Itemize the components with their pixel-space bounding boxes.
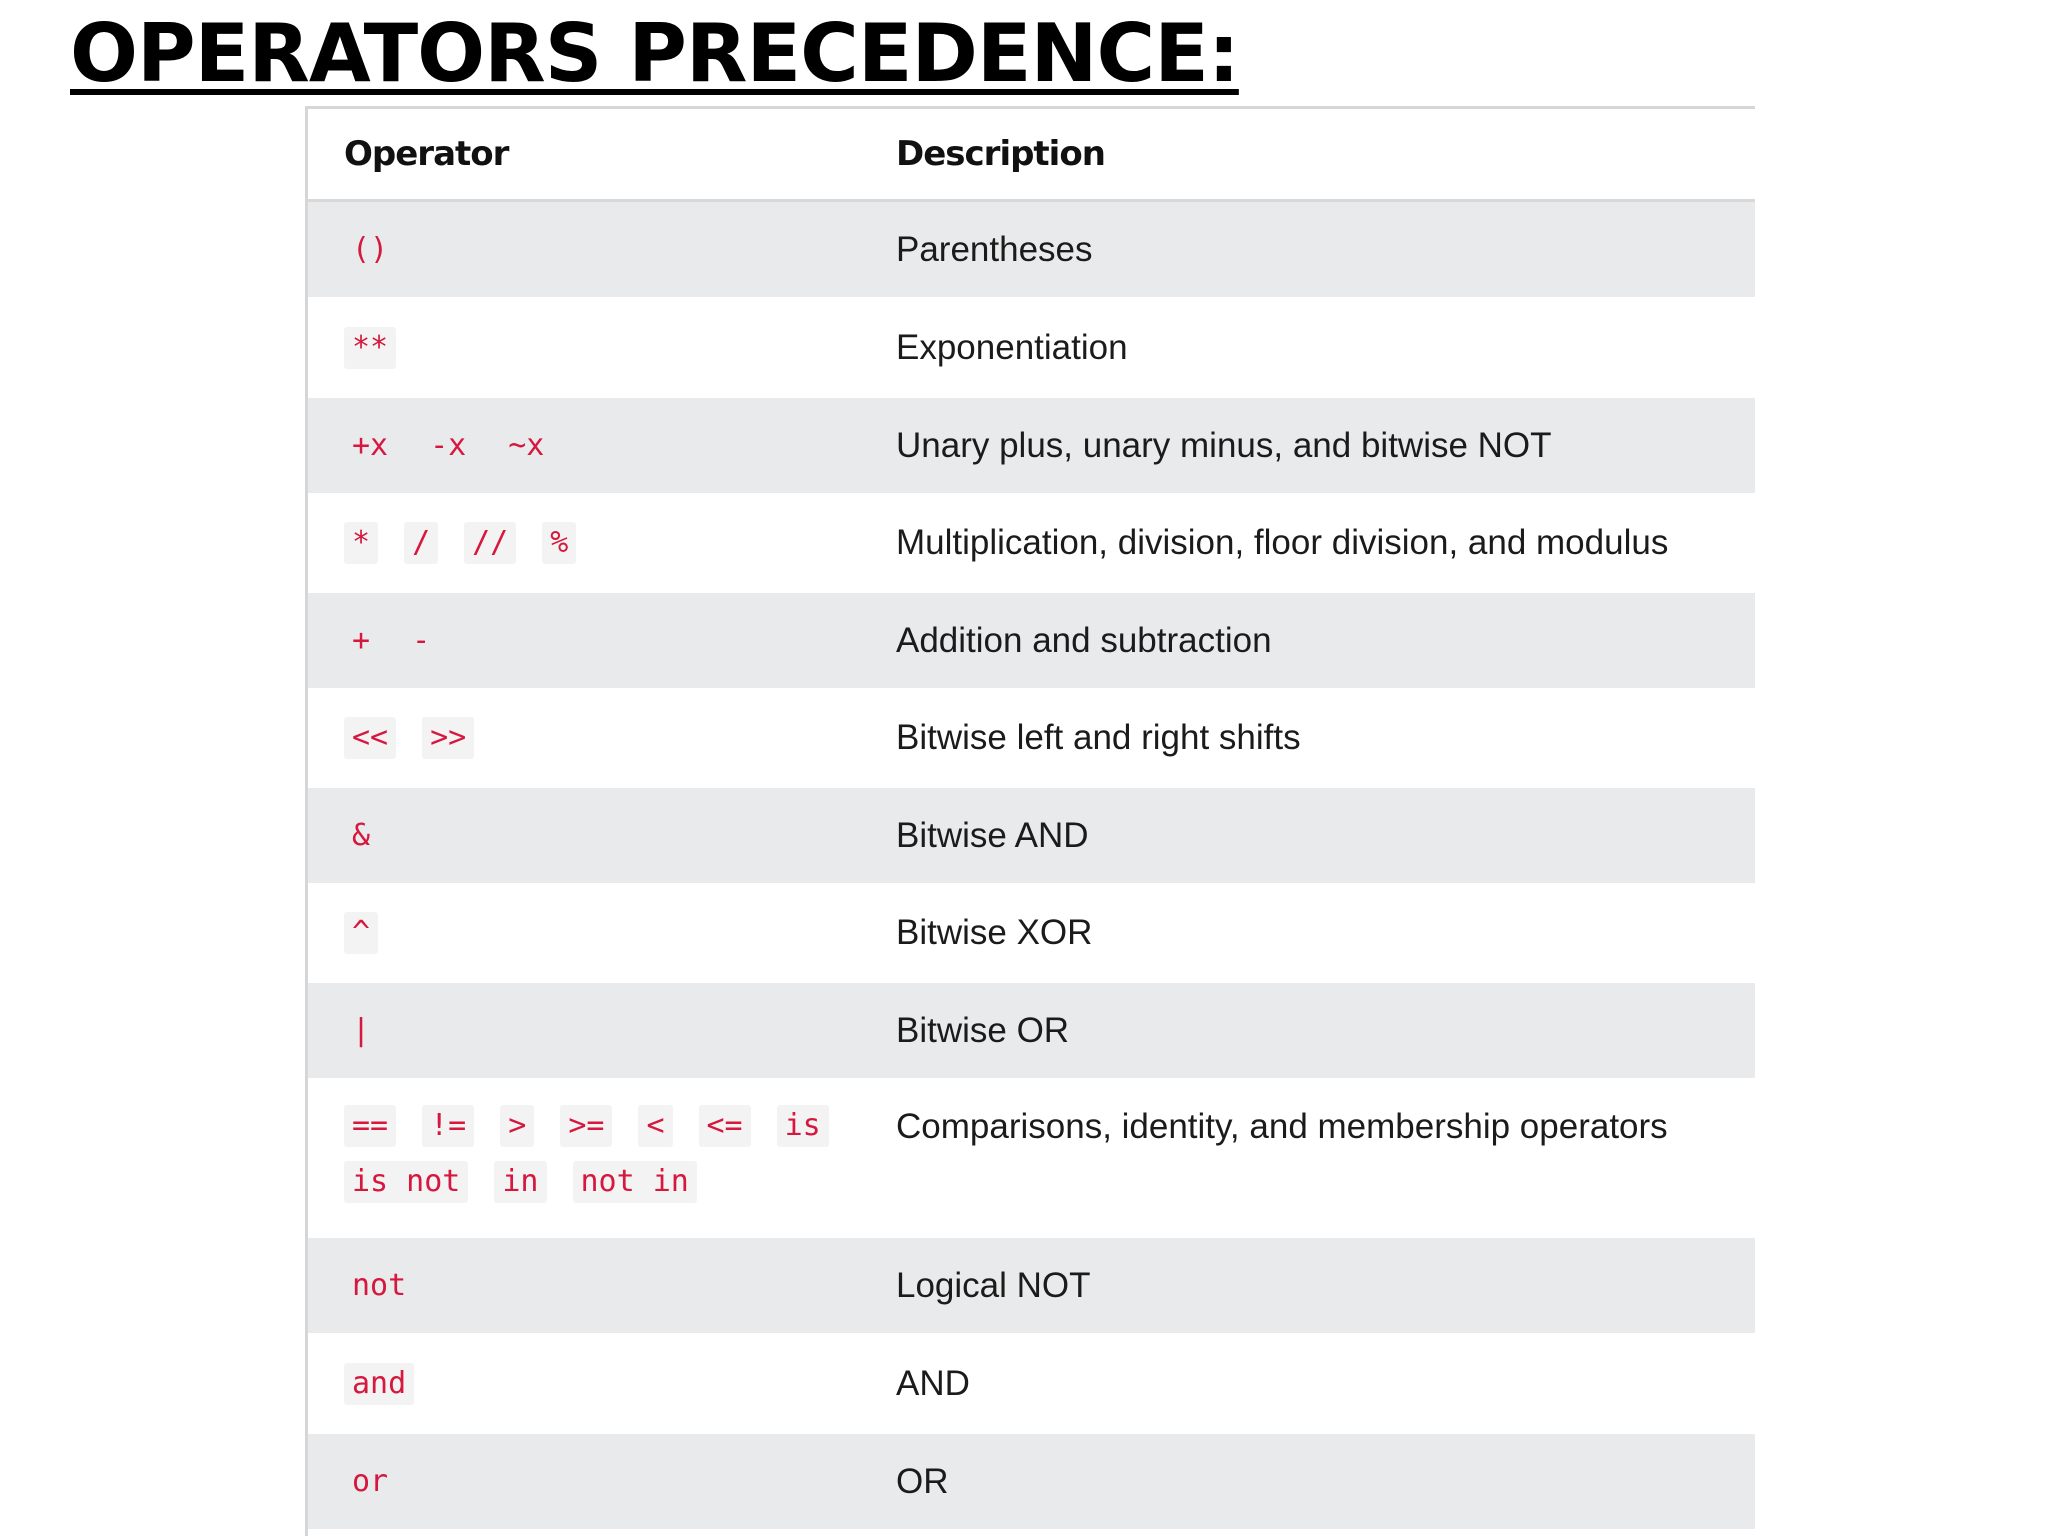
operator-code: in xyxy=(494,1161,546,1203)
table-row xyxy=(308,299,1755,397)
table-row xyxy=(308,495,1755,592)
table-row xyxy=(308,1335,1755,1433)
operator-cell xyxy=(308,982,896,1080)
table-row xyxy=(308,787,1755,885)
description-cell: Bitwise AND xyxy=(896,787,1755,885)
description-cell: OR xyxy=(896,1433,1755,1531)
description-cell: Logical NOT xyxy=(896,1237,1755,1335)
table-body xyxy=(308,201,1755,1531)
table-row xyxy=(308,1433,1755,1531)
operator-cell xyxy=(308,1335,896,1433)
operator-code: << xyxy=(344,717,396,759)
description-cell: Bitwise XOR xyxy=(896,885,1755,982)
table-row xyxy=(308,592,1755,690)
operator-code: < xyxy=(638,1105,672,1147)
page-title: OPERATORS PRECEDENCE: xyxy=(70,7,1239,100)
operator-code: not xyxy=(344,1265,414,1307)
description-cell: Multiplication, division, floor division, and modulus xyxy=(896,495,1755,592)
operator-code: >> xyxy=(422,717,474,759)
precedence-table xyxy=(308,109,1755,1532)
table-row xyxy=(308,982,1755,1080)
operator-cell xyxy=(308,885,896,982)
operator-code: is not xyxy=(344,1161,468,1203)
operator-code: == xyxy=(344,1105,396,1147)
description-cell: Addition and subtraction xyxy=(896,592,1755,690)
operator-code: + xyxy=(344,620,378,662)
precedence-table-container xyxy=(305,106,1755,1536)
operator-code: - xyxy=(404,620,438,662)
operator-code: not in xyxy=(573,1161,697,1203)
description-cell: AND xyxy=(896,1335,1755,1433)
operator-code: is xyxy=(777,1105,829,1147)
operator-code: & xyxy=(344,815,378,857)
operator-code: >= xyxy=(560,1105,612,1147)
operator-cell xyxy=(308,592,896,690)
table-row xyxy=(308,201,1755,299)
table-row xyxy=(308,397,1755,495)
operator-code: % xyxy=(542,522,576,564)
operator-cell xyxy=(308,787,896,885)
operator-cell xyxy=(308,397,896,495)
operator-cell xyxy=(308,495,896,592)
table-row xyxy=(308,1237,1755,1335)
description-cell: Bitwise OR xyxy=(896,982,1755,1080)
description-cell: Unary plus, unary minus, and bitwise NOT xyxy=(896,397,1755,495)
operator-cell xyxy=(308,1237,896,1335)
operator-cell xyxy=(308,690,896,787)
operator-code: -x xyxy=(422,425,474,467)
operator-code: or xyxy=(344,1461,396,1503)
operator-cell xyxy=(308,299,896,397)
header-operator: Operator xyxy=(308,109,896,201)
description-cell: Comparisons, identity, and membership operators xyxy=(896,1080,1755,1237)
description-cell: Exponentiation xyxy=(896,299,1755,397)
operator-code: () xyxy=(344,229,396,271)
table-row xyxy=(308,1080,1755,1237)
operator-code: / xyxy=(404,522,438,564)
operator-code: ** xyxy=(344,327,396,369)
operator-cell xyxy=(308,1080,896,1237)
operator-code: ^ xyxy=(344,912,378,954)
table-row xyxy=(308,690,1755,787)
operator-code: +x xyxy=(344,425,396,467)
operator-cell xyxy=(308,1433,896,1531)
operator-code: ~x xyxy=(500,425,552,467)
operator-code: | xyxy=(344,1010,378,1052)
operator-code: and xyxy=(344,1363,414,1405)
operator-code: > xyxy=(500,1105,534,1147)
description-cell: Bitwise left and right shifts xyxy=(896,690,1755,787)
operator-cell xyxy=(308,201,896,299)
operator-code: != xyxy=(422,1105,474,1147)
operator-code: <= xyxy=(699,1105,751,1147)
header-description: Description xyxy=(896,109,1755,201)
table-header-row xyxy=(308,109,1755,201)
table-row xyxy=(308,885,1755,982)
operator-code: * xyxy=(344,522,378,564)
description-cell: Parentheses xyxy=(896,201,1755,299)
operator-code: // xyxy=(464,522,516,564)
